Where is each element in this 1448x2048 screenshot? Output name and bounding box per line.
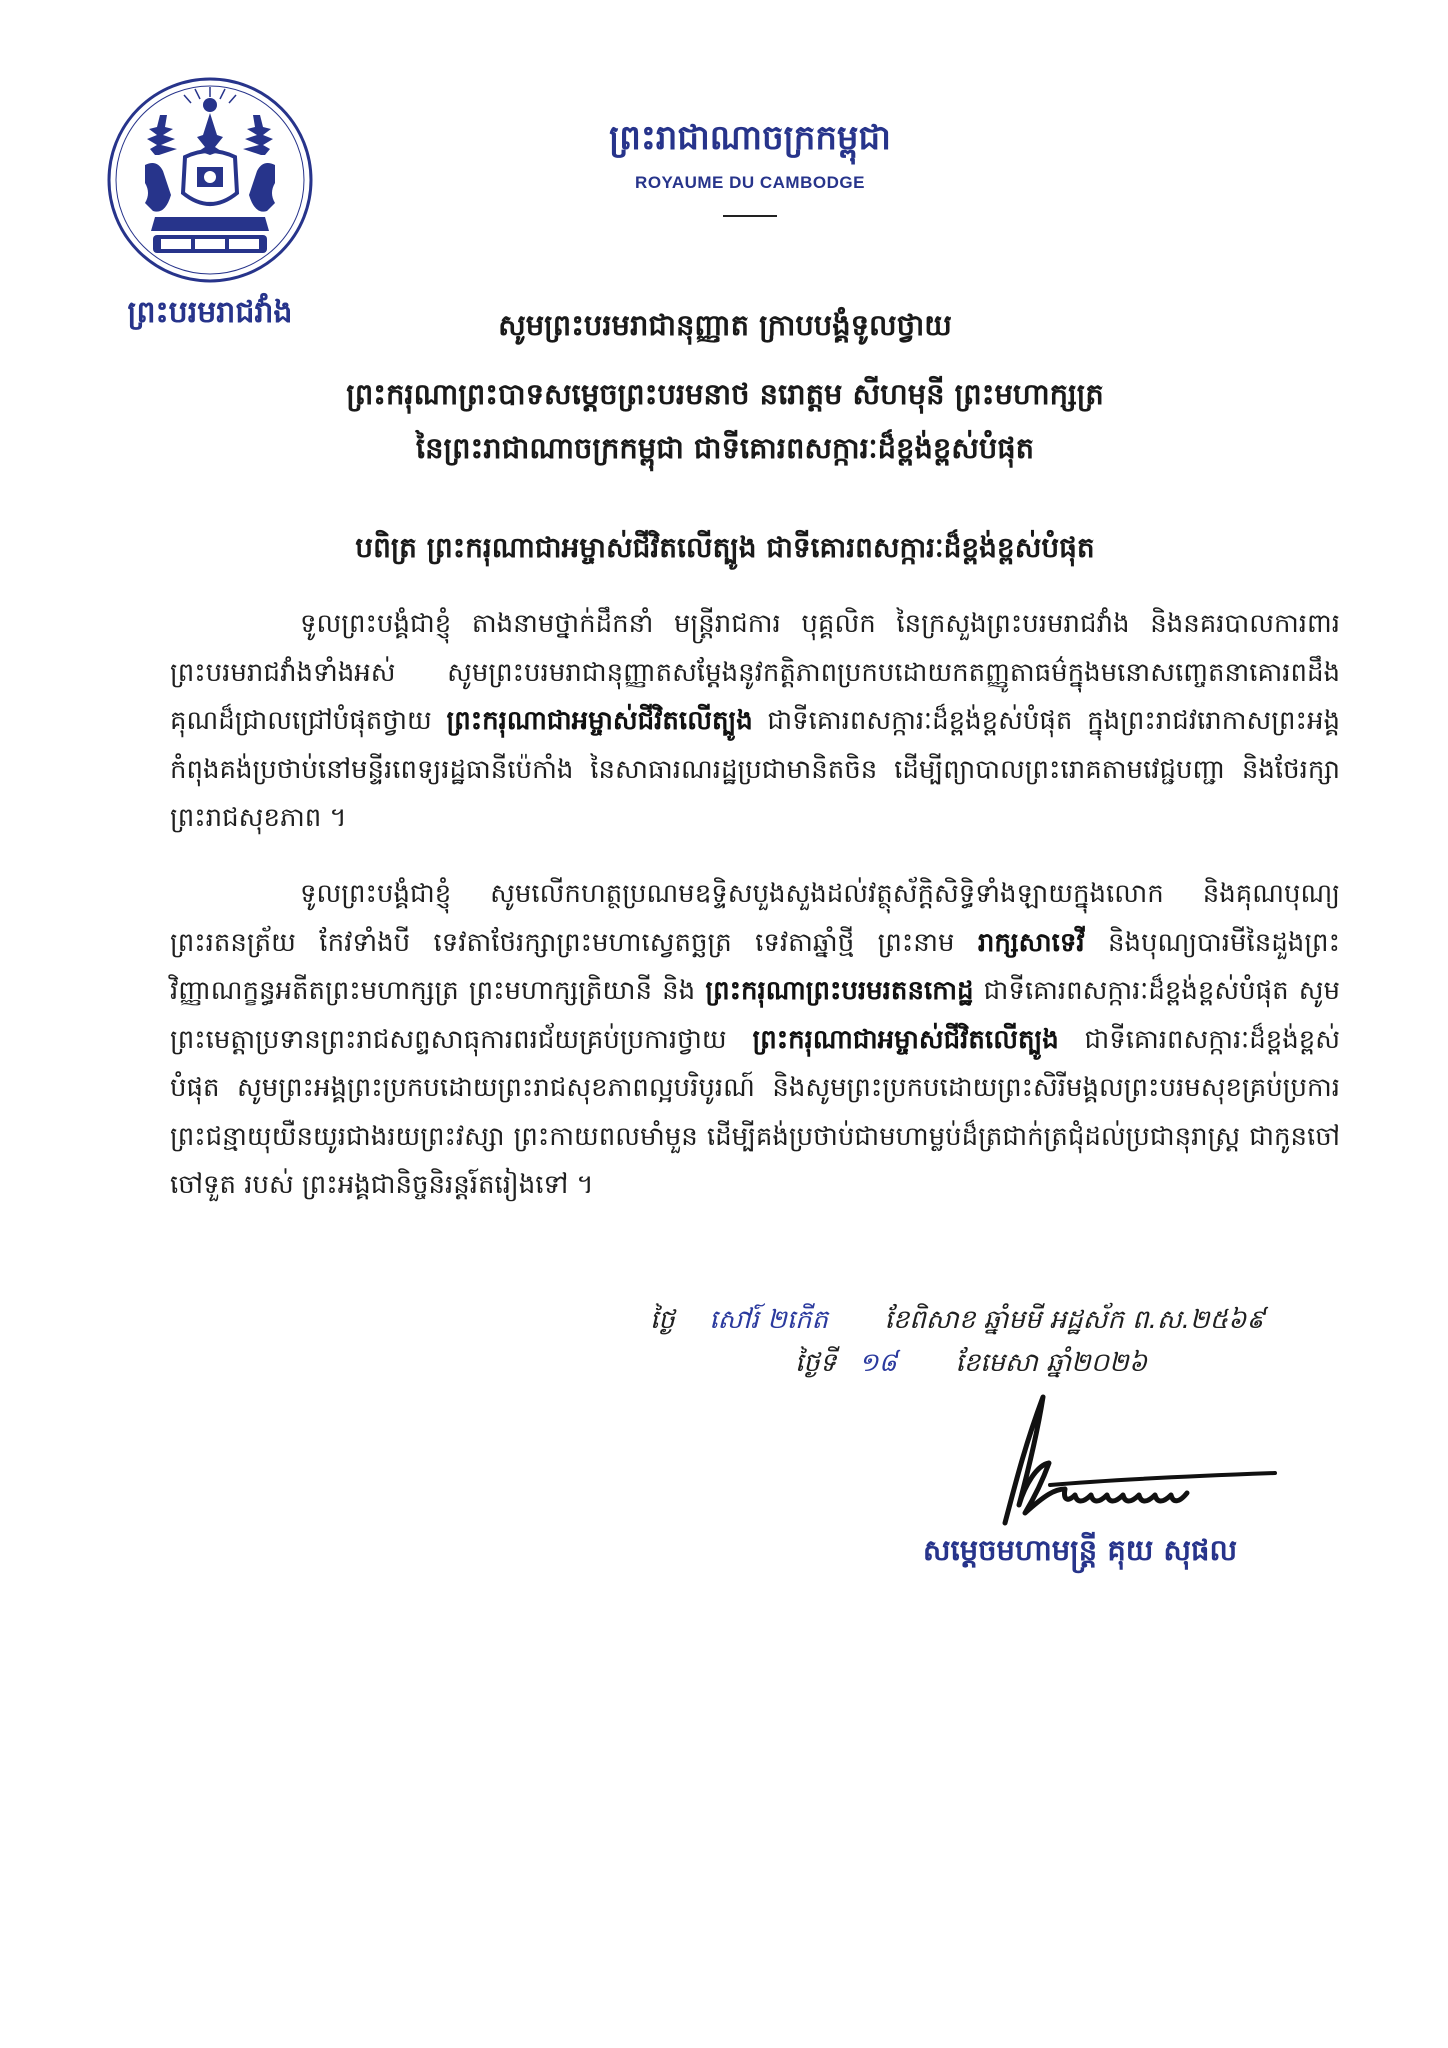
date-label: ថ្ងៃទី	[795, 1348, 837, 1378]
ministry-name: ព្រះបរមរាជវាំង	[127, 295, 293, 330]
paragraph-text: និងបុណ្យបារមីនៃដួងព្រះវិញ្ញាណក្ខន្ធអតីតព្រះមហាក្សត្រ ព្រះមហាក្សត្រិយានី និង	[170, 927, 1340, 1006]
header-divider	[723, 215, 777, 217]
date-label: ថ្ងៃ	[650, 1305, 675, 1335]
emphasized-title: ព្រះករុណាជាអម្ចាស់ជីវិតលើត្បូង	[446, 706, 753, 736]
emphasized-title: ព្រះករុណាព្រះបរមរតនកោដ្ឋ	[705, 976, 974, 1006]
letter-subject: បពិត្រ ព្រះករុណាជាអម្ចាស់ជីវិតលើត្បូង ជាទីគោរពសក្ការៈដ៏ខ្ពង់ខ្ពស់បំផុត	[355, 531, 1095, 564]
kingdom-name-khmer: ព្រះរាជាណាចក្រកម្ពុជា	[609, 118, 891, 158]
emphasized-name: រាក្សសាទេវី	[977, 927, 1085, 958]
paragraph-text: ជាទីគោរពសក្ការៈដ៏ខ្ពង់ខ្ពស់បំផុត សូមព្រះមេត្តាប្រទានព្រះរាជសព្ទសាធុការពរជ័យគ្រប់ប្រការថ្វាយ	[170, 976, 1341, 1055]
handwritten-solar-day: ១៨	[858, 1348, 897, 1378]
solar-date	[795, 1340, 1448, 1386]
kingdom-name-french: ROYAUME DU CAMBODGE	[635, 173, 865, 192]
signatory-name: សម្តេចមហាមន្ត្រី គុយ សុផល	[922, 1533, 1238, 1567]
lunar-date	[650, 1297, 1350, 1343]
royal-palace-emblem	[105, 75, 315, 285]
handwritten-lunar-day: សៅរ៍ ២កើត	[709, 1305, 829, 1335]
lunar-month-year: ខែពិសាខ ឆ្នាំមមី អដ្ឋស័ក ព.ស.២៥៦៩	[884, 1305, 1265, 1335]
addressee-line-2: នៃព្រះរាជាណាចក្រកម្ពុជា ជាទីគោរពសក្ការៈដ៏ខ្ពង់ខ្ពស់បំផុត	[415, 431, 1035, 465]
addressee-line-1: ព្រះករុណាព្រះបាទសម្តេចព្រះបរមនាថ នរោត្តម សីហមុនី ព្រះមហាក្សត្រ	[346, 377, 1104, 411]
paragraph-text: ជាទីគោរពសក្ការៈដ៏ខ្ពង់ខ្ពស់បំផុត សូមព្រះអង្គព្រះប្រកបដោយព្រះរាជសុខភាពល្អបរិបូរណ៍ និងសូមព្រះប្រកបដោយព្រះសិរីមង្គលព្រះបរមសុខគ្រប់ប្រការ ព្រះជន្មាយុយឺនយូរជាងរយព្រះវស្សា ព្រះកាយពលមាំមួន ដើម្បីគង់ប្រថាប់ជាមហាម្លប់ដ៏ត្រជាក់ត្រជុំដល់ប្រជានុរាស្ត្រ ជាកូនចៅ ចៅទួត របស់ ព្រះអង្គជានិច្ចនិរន្តរ៍តរៀងទៅ ។	[170, 1024, 1340, 1200]
body-paragraph-2	[170, 870, 1340, 1210]
paragraph-text: ជាទីគោរពសក្ការៈដ៏ខ្ពង់ខ្ពស់បំផុត ក្នុងព្រះរាជវរោកាសព្រះអង្គកំពុងគង់ប្រថាប់នៅមន្ទីរពេទ្យរដ្ឋធានីប៉េកាំង នៃសាធារណរដ្ឋប្រជាមានិតចិន ដើម្បីព្យាបាលព្រះរោគតាមវេជ្ជបញ្ជា និងថែរក្សាព្រះរាជសុខភាព ។	[170, 706, 1340, 833]
handwritten-signature	[945, 1385, 1305, 1535]
paragraph-text: ទូលព្រះបង្គំជាខ្ញុំ តាងនាមថ្នាក់ដឹកនាំ មន្ត្រីរាជការ បុគ្គលិក នៃក្រសួងព្រះបរមរាជវាំង និងនគរបាលការពារព្រះបរមរាជវាំងទាំងអស់ សូមព្រះបរមរាជានុញ្ញាតសម្តែងនូវកតិ្តភាពប្រកបដោយកតញ្ញូតាធម៌ក្នុងមនោសញ្ចេតនាគោរពដឹងគុណដ៏ជ្រាលជ្រៅបំផុតថ្វាយ	[170, 609, 1340, 736]
solar-month-year: ខែមេសា ឆ្នាំ២០២៦	[955, 1348, 1148, 1378]
kingdom-header	[560, 115, 940, 217]
salutation-intro: សូមព្រះបរមរាជានុញ្ញាត ក្រាបបង្គំទូលថ្វាយ	[498, 308, 952, 342]
emphasized-title: ព្រះករុណាជាអម្ចាស់ជីវិតលើត្បូង	[752, 1024, 1059, 1055]
body-paragraph-1	[170, 600, 1340, 843]
paragraph-text: ទូលព្រះបង្គំជាខ្ញុំ សូមលើកហត្ថប្រណមឧទ្ទិសបួងសួងដល់វត្ថុស័ក្តិសិទ្ធិទាំងឡាយក្នុងលោក និងគុណបុណ្យព្រះរតនត្រ័យ កែវទាំងបី ទេវតាថែរក្សាព្រះមហាស្វេតច្ឆត្រ ទេវតាឆ្នាំថ្មី ព្រះនាម	[170, 879, 1340, 958]
